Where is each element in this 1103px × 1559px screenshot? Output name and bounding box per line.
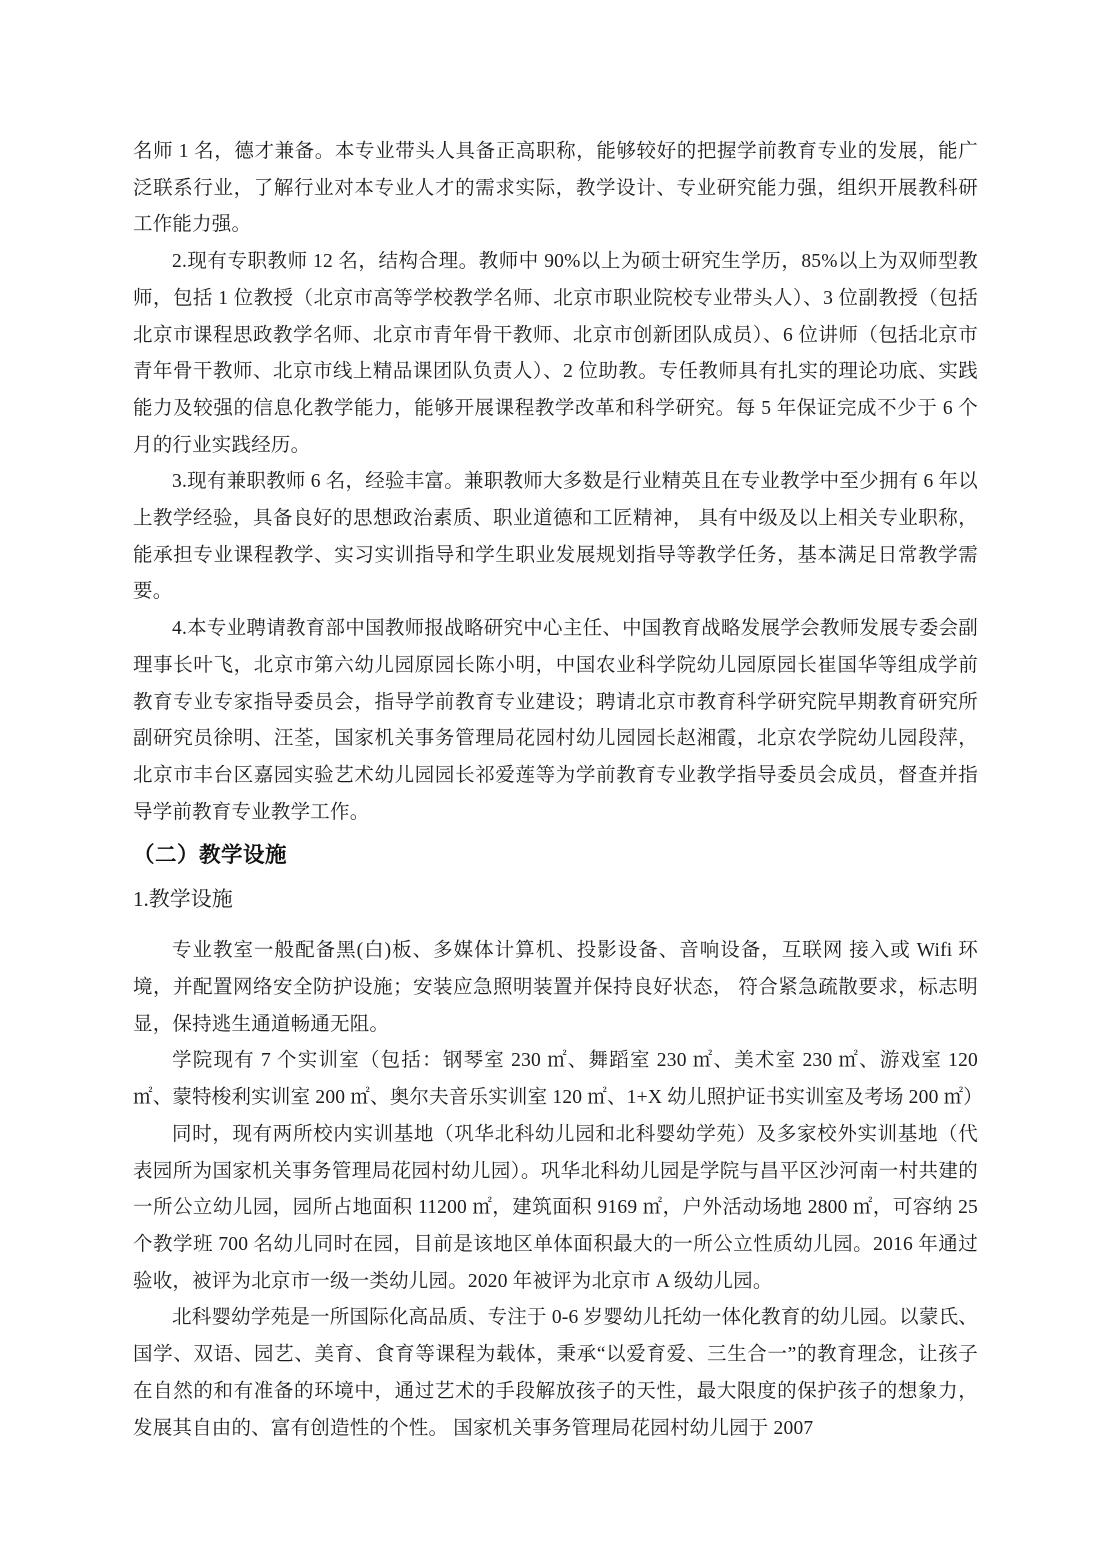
paragraph-beike-infant-academy: 北科婴幼学苑是一所国际化高品质、专注于 0-6 岁婴幼儿托幼一体化教育的幼儿园。以蒙氏、 国学、双语、园艺、美育、食育等课程为载体，秉承“以爱育爱、三生合一”的教育理念，让孩子在自然的和有准备的环境中，通过艺术的手段解放孩子的天性，最大限度的保护孩子的想象力，发展其自由的、富有创造性的个性。 国家机关事务管理局花园村幼儿园于 2007 [133,1307,978,1439]
paragraph-training-bases: 同时，现有两所校内实训基地（巩华北科幼儿园和北科婴幼学苑）及多家校外实训基地（代表园所为国家机关事务管理局花园村幼儿园）。巩华北科幼儿园是学院与昌平区沙河南一村共建的一所公立幼儿园，园所占地面积 11200 ㎡，建筑面积 9169 ㎡，户外活动场地 2800 ㎡，可容纳 25 个教学班 700 名幼儿同时在园，目前是该地区单体面积最大的一所公立性质幼儿园。2016 年通过验收，被评为北京市一级一类幼儿园。2020 年被评为北京市 A 级幼儿园。 [133,1123,978,1292]
subsection-heading-teaching-facilities: 1.教学设施 [133,887,233,912]
paragraph-fulltime-teachers: 2.现有专职教师 12 名，结构合理。教师中 90%以上为硕士研究生学历，85%以上为双师型教师，包括 1 位教授（北京市高等学校教学名师、北京市职业院校专业带头人）、3 位副教授（包括北京市课程思政教学名师、北京市青年骨干教师、北京市创新团队成员）、6 位讲师（包括北京市青年骨干教师、北京市线上精品课团队负责人）、2 位助教。专任教师具有扎实的理论功底、实践能力及较强的信息化教学能力，能够开展课程教学改革和科学研究。每 5 年保证完成不少于 6 个月的行业实践经历。 [133,251,978,456]
paragraph-training-rooms: 学院现有 7 个实训室（包括：钢琴室 230 ㎡、舞蹈室 230 ㎡、美术室 230 ㎡、游戏室 120 ㎡、蒙特梭利实训室 200 ㎡、奥尔夫音乐实训室 120 ㎡、1+X 幼儿照护证书实训室及考场 200 ㎡） [133,1050,984,1109]
paragraph-parttime-teachers: 3.现有兼职教师 6 名，经验丰富。兼职教师大多数是行业精英且在专业教学中至少拥有 6 年以上教学经验，具备良好的思想政治素质、职业道德和工匠精神， 具有中级及以上相关专业职称，能承担专业课程教学、实习实训指导和学生职业发展规划指导等教学任务，基本满足日常教学需要。 [133,471,978,603]
paragraph-classroom-equipment: 专业教室一般配备黑(白)板、多媒体计算机、投影设备、音响设备，互联网 接入或 Wifi 环境，并配置网络安全防护设施；安装应急照明装置并保持良好状态， 符合紧急疏散要求，标志明显，保持逃生通道畅通无阻。 [133,940,978,1035]
paragraph-specialty-leader: 名师 1 名，德才兼备。本专业带头人具备正高职称，能够较好的把握学前教育专业的发展，能广泛联系行业，了解行业对本专业人才的需求实际，教学设计、专业研究能力强，组织开展教科研工作能力强。 [133,141,978,236]
paragraph-expert-committee: 4.本专业聘请教育部中国教师报战略研究中心主任、中国教育战略发展学会教师发展专委会副理事长叶飞，北京市第六幼儿园原园长陈小明，中国农业科学院幼儿园原园长崔国华等组成学前教育专业专家指导委员会，指导学前教育专业建设；聘请北京市教育科学研究院早期教育研究所副研究员徐明、汪荃，国家机关事务管理局花园村幼儿园园长赵湘霞，北京农学院幼儿园段萍，北京市丰台区嘉园实验艺术幼儿园园长祁爱莲等为学前教育专业教学指导委员会成员，督查并指导学前教育专业教学工作。 [133,618,978,823]
section-heading-teaching-facilities: （二）教学设施 [133,843,288,868]
